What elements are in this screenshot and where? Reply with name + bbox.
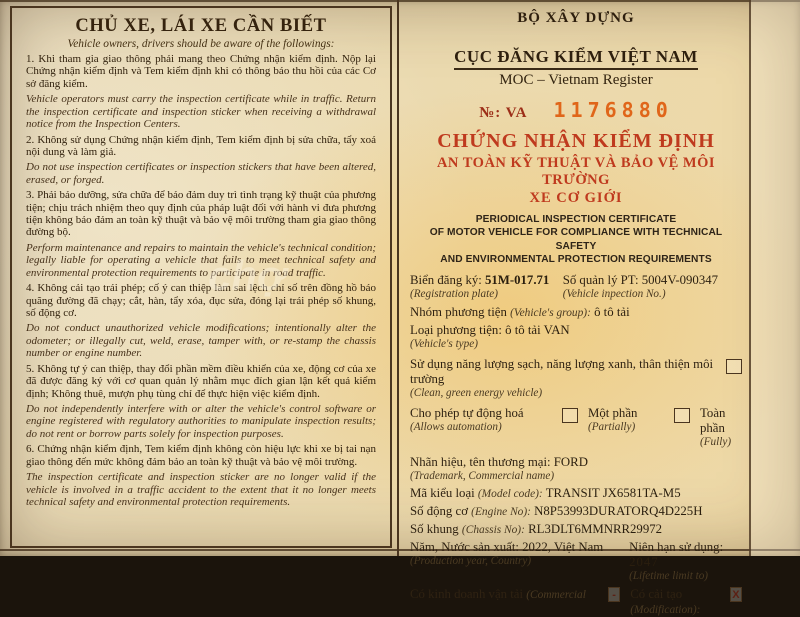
commercial-label: Có kinh doanh vận tải: [410, 587, 524, 602]
certificate-title-en-line2: OF MOTOR VEHICLE FOR COMPLIANCE WITH TECHNICAL SAFETY: [429, 227, 723, 252]
group-label: Nhóm phương tiện: [410, 304, 507, 319]
notice-item-4-en: Do not conduct unauthorized vehicle modifications; intentionally alter the odometer; or illegally cut, weld, erase, tamper with, or re-stamp the chassis number or engine number.: [26, 322, 376, 360]
certificate-title-en-line3: AND ENVIRONMENTAL PROTECTION REQUIREMENTS: [440, 253, 712, 265]
serial-prefix: №: VA: [479, 105, 528, 121]
certificate-title-vi-line2: AN TOÀN KỸ THUẬT VÀ BẢO VỆ MÔI TRƯỜNG: [436, 155, 716, 188]
certificate-title-vi-line3: XE CƠ GIỚI: [529, 190, 623, 206]
notice-item-2-vi: 2. Không sử dụng Chứng nhận kiểm định, Tem kiểm định bị sửa chữa, tẩy xoá nội dung và làm giả.: [26, 133, 376, 158]
field-production: [410, 540, 629, 583]
chassis-no-value: RL3DLT6MMNRR29972: [528, 522, 663, 537]
right-edge-margin: [751, 0, 800, 556]
notice-item-2-en: Do not use inspection certificates or inspection stickers that have been altered, erased, or forged.: [26, 161, 376, 186]
field-vehicle-type: [410, 323, 742, 351]
certificate-title-en-line1: PERIODICAL INSPECTION CERTIFICATE: [475, 214, 677, 225]
trademark-value: FORD: [553, 454, 588, 469]
field-vehicle-group: [410, 305, 742, 320]
production-value: 2022, Việt Nam: [522, 540, 604, 555]
agency-name-en: MOC – Vietnam Register: [499, 72, 653, 88]
field-commercial-modification: [410, 587, 742, 617]
photo-watermark: chợ: [208, 252, 286, 299]
field-production-lifetime: [410, 540, 742, 583]
field-automation: [410, 406, 742, 449]
modification-label: Có cải tạo: [630, 587, 683, 602]
engine-no-sub: (Engine No):: [471, 506, 531, 519]
group-value: ô tô tải: [594, 304, 630, 319]
automation-full-label: Toàn phần: [700, 405, 726, 435]
automation-full-sub: (Fully): [700, 435, 732, 448]
field-chassis-no: [410, 522, 742, 537]
modification-checkbox: X: [730, 587, 742, 602]
serial-number: 1176880: [553, 98, 673, 122]
production-sub: (Production year, Country): [410, 555, 532, 568]
center-fold-divider: [397, 0, 399, 556]
notice-item-5-vi: 5. Không tự ý can thiệp, thay đổi phần mềm điều khiển của xe, động cơ của xe đã được đăng ký với cơ quan quản lý nhằm mục đích gian lận kết quả kiểm định; Không thuê, mượn phụ tùng chỉ để thực hiện việc kiểm định.: [26, 362, 376, 400]
lifetime-label: Niên hạn sử dụng:: [629, 540, 724, 555]
certificate-title-vi: CHỨNG NHẬN KIỂM ĐỊNH: [437, 130, 715, 152]
notice-item-6-vi: 6. Chứng nhận kiểm định, Tem kiểm định không còn hiệu lực khi xe bị tai nạn giao thông đến mức không đảm bảo an toàn kỹ thuật và bảo vệ môi trường.: [26, 443, 376, 468]
lifetime-value: 2047: [629, 555, 659, 570]
notice-title: CHỦ XE, LÁI XE CẦN BIẾT: [75, 16, 327, 36]
notice-item-1-en: Vehicle operators must carry the inspection certificate while in traffic. Return the inspection certificate and inspection sticker when receiving a withdrawal notice from the Inspection Centers.: [26, 93, 376, 131]
model-code-label: Mã kiểu loại: [410, 486, 475, 501]
automation-partial-label: Một phần: [588, 405, 638, 420]
field-trademark: [410, 455, 742, 483]
certificate-title-en: [410, 213, 742, 266]
certificate-panel: [402, 0, 748, 617]
lifetime-sub: (Lifetime limit to): [629, 570, 709, 583]
model-code-sub: (Model code):: [477, 488, 543, 501]
registration-value: 51M-017.71: [485, 273, 550, 287]
notice-item-6-en: The inspection certificate and inspection sticker are no longer valid if the vehicle is involved in a traffic accident to the extent that it no longer meets technical safety and environmental protection requirements.: [26, 471, 376, 508]
owner-notice-panel: [10, 6, 392, 548]
automation-label: Cho phép tự động hoá: [410, 405, 524, 420]
chassis-no-sub: (Chassis No):: [461, 524, 525, 537]
modification-sub: (Modification):: [630, 604, 701, 617]
notice-item-4-vi: 4. Không cải tạo trái phép; cố ý can thiệp làm sai lệch chỉ số trên đồng hồ báo quãng đường đã chạy; cắt, hàn, tẩy xóa, đục sửa, đóng lại trái phép số khung, số động cơ.: [26, 282, 376, 320]
inspection-no-label: Số quản lý PT:: [562, 273, 639, 287]
chassis-no-label: Số khung: [410, 522, 459, 537]
notice-item-3-vi: 3. Phải bảo dưỡng, sửa chữa để bảo đảm duy trì tình trạng kỹ thuật của phương tiện; chịu trách nhiệm theo quy định của pháp luật đối với hành vi đưa phương tiện không bảo đảm an toàn kỹ thuật và bảo vệ môi trường tham gia giao thông đường bộ.: [26, 189, 376, 239]
notice-item-5-en: Do not independently interfere with or alter the vehicle's control software or engine registered with regulatory authorities to manipulate inspection results; do not rent or borrow parts solely for inspection purposes.: [26, 402, 376, 440]
serial-row: [410, 98, 742, 122]
engine-no-label: Số động cơ: [410, 504, 468, 519]
certificate-fields: [410, 273, 742, 617]
agency-name: CỤC ĐĂNG KIỂM VIỆT NAM: [454, 47, 698, 70]
clean-energy-sub: (Clean, green energy vehicle): [410, 386, 543, 399]
clean-energy-label: Sử dụng năng lượng sạch, năng lượng xanh, thân thiện môi trường: [410, 356, 714, 386]
field-engine-no: [410, 504, 742, 519]
notice-item-1-vi: 1. Khi tham gia giao thông phải mang theo Chứng nhận kiểm định. Nộp lại Chứng nhận kiểm định và Tem kiểm định khi có thông báo thu hồi của các Cơ sở đăng kiểm.: [26, 53, 376, 90]
field-lifetime: [629, 540, 742, 583]
commercial-checkbox: -: [608, 587, 620, 602]
registration-sub: (Registration plate): [410, 288, 498, 300]
trademark-sub: (Trademark, Commercial name): [410, 469, 555, 482]
production-label: Năm, Nước sản xuất:: [410, 540, 519, 555]
field-model-code: [410, 486, 742, 501]
type-sub: (Vehicle's type): [410, 337, 478, 350]
inspection-no-value: 5004V-090347: [641, 273, 719, 287]
engine-no-value: N8P53993DURATORQ4D225H: [534, 504, 703, 519]
field-inspection-no: [563, 273, 742, 301]
automation-partial-sub: (Partially): [588, 420, 636, 433]
automation-partial-checkbox: [562, 408, 578, 423]
model-code-value: TRANSIT JX6581TA-M5: [545, 486, 681, 501]
clean-energy-checkbox: [726, 359, 742, 374]
automation-full-checkbox: [674, 408, 690, 423]
ministry-name: BỘ XÂY DỰNG: [517, 10, 635, 26]
trademark-label: Nhãn hiệu, tên thương mại:: [410, 454, 551, 469]
type-value: ô tô tải VAN: [505, 322, 570, 337]
field-registration-plate: [410, 273, 563, 301]
inspection-no-sub: (Vehicle inpection No.): [562, 288, 666, 300]
registration-label: Biển đăng ký:: [410, 273, 482, 287]
notice-item-3-en: Perform maintenance and repairs to maintain the vehicle's technical condition; legally liable for operating a vehicle that fails to meet technical safety and environmental protection requirements to participate in road traffic.: [26, 241, 376, 279]
type-label: Loại phương tiện:: [410, 322, 502, 337]
automation-sub: (Allows automation): [410, 420, 502, 433]
field-clean-energy: [410, 357, 742, 400]
notice-subtitle-en: Vehicle owners, drivers should be aware of the followings:: [67, 38, 335, 50]
group-sub: (Vehicle's group):: [510, 306, 591, 319]
commercial-sub: (Commercial: [526, 589, 586, 602]
